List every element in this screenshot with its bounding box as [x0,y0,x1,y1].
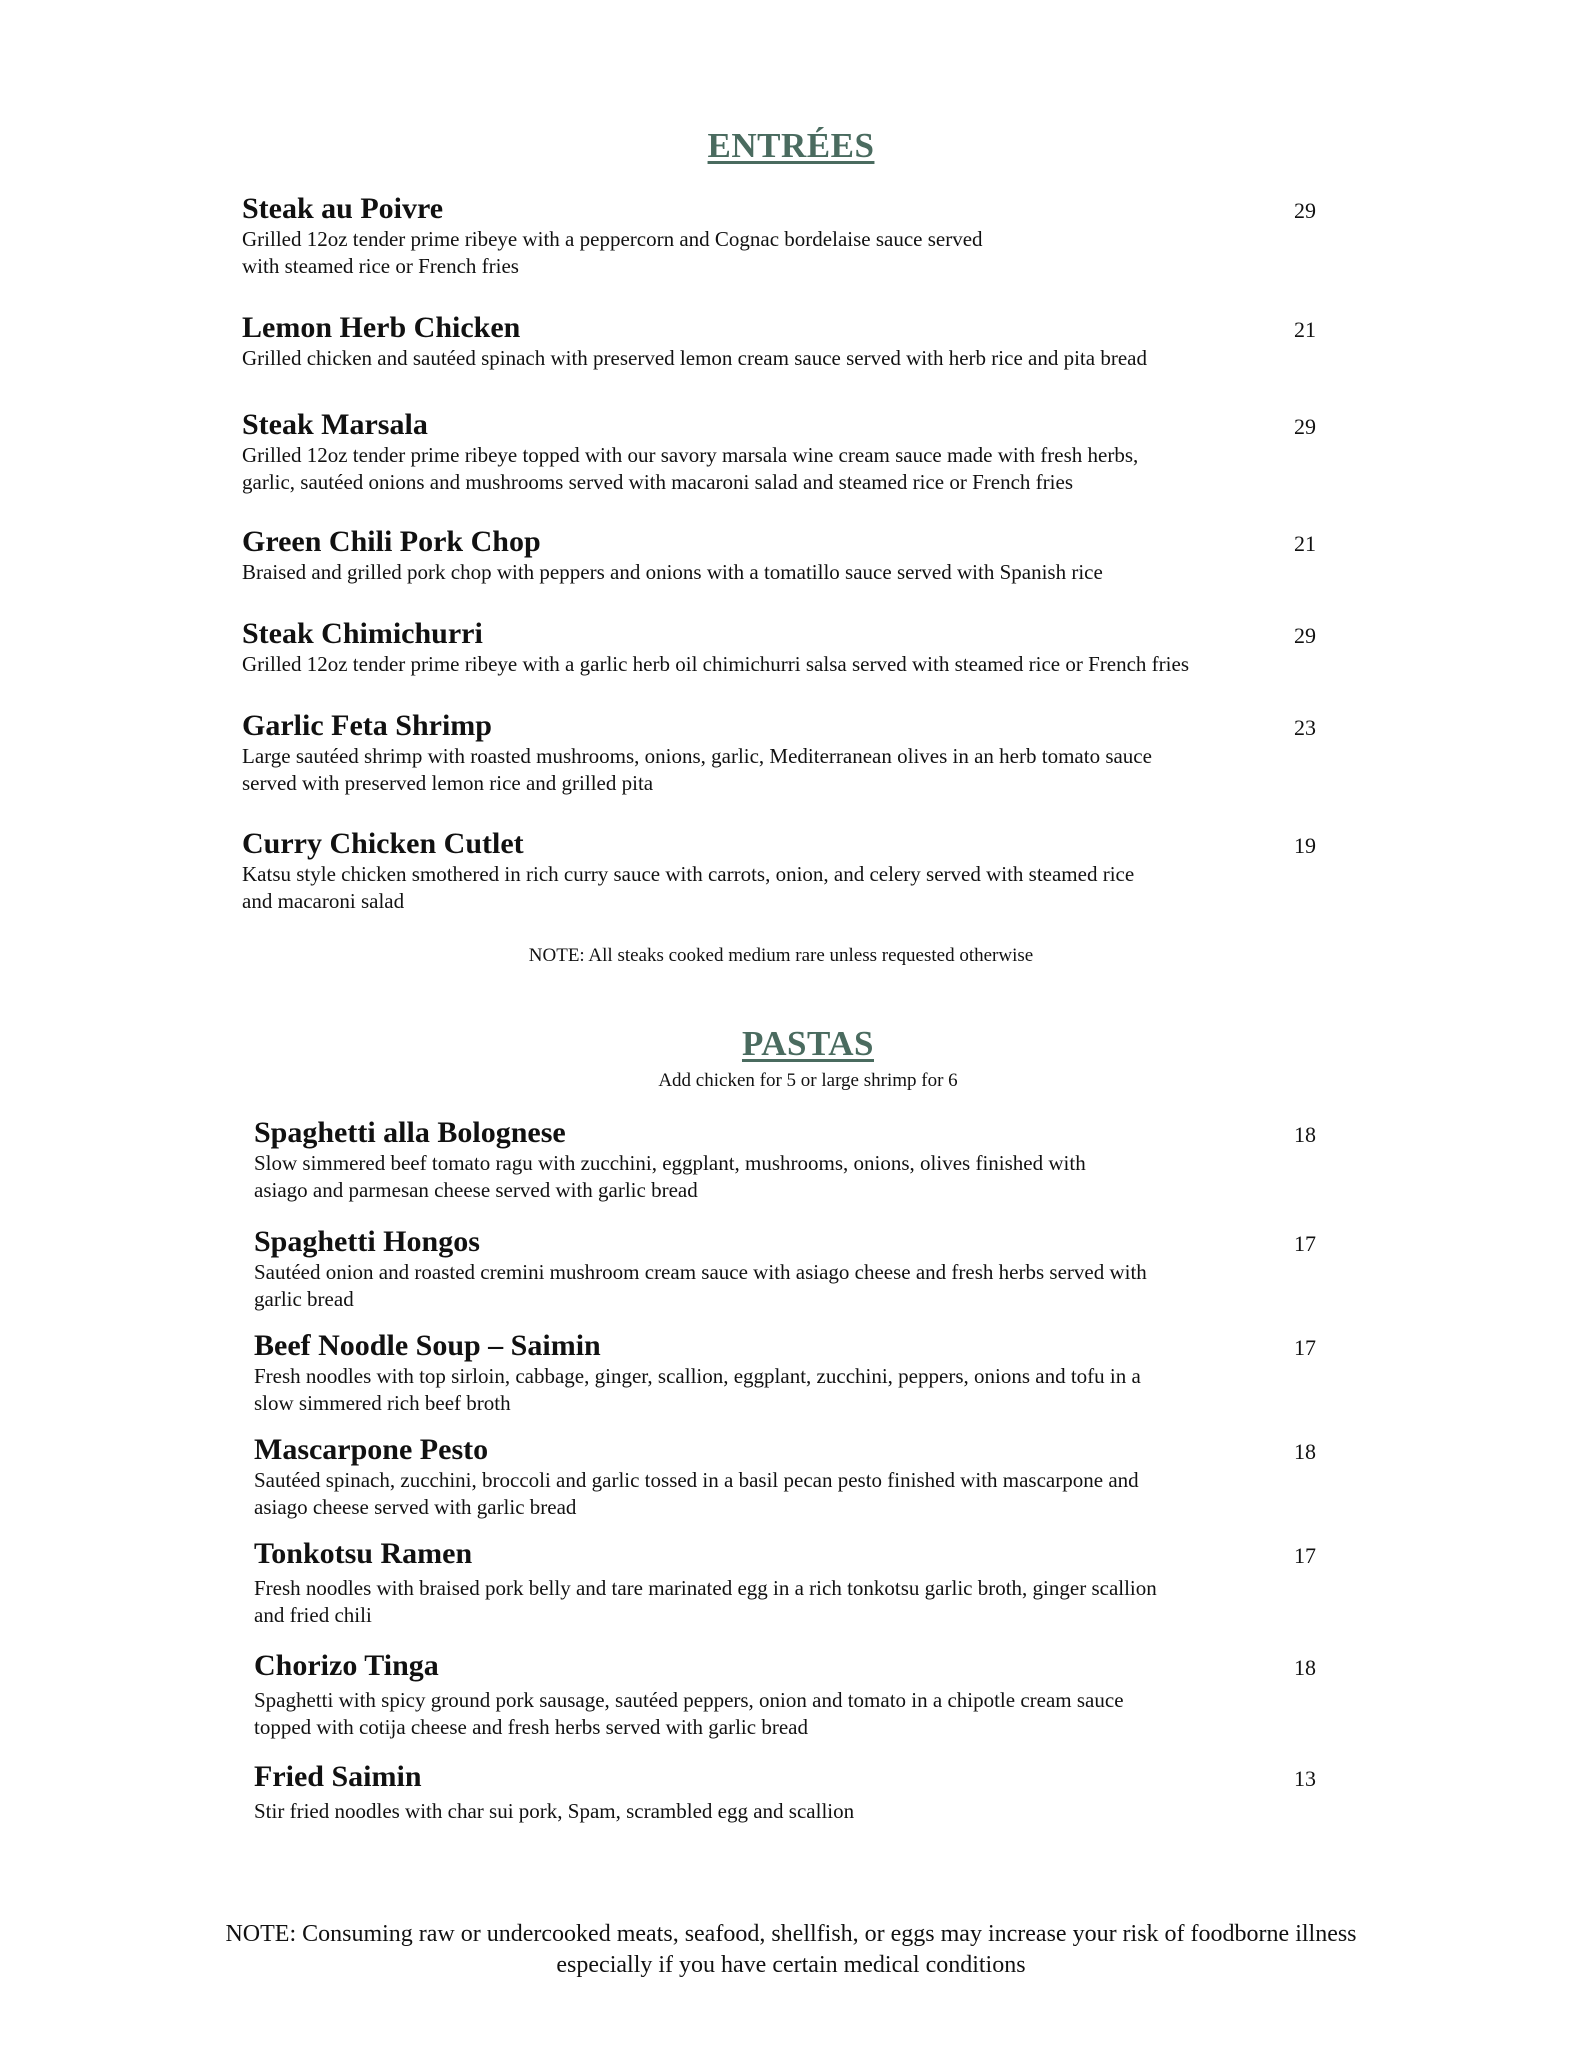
pasta-item [254,1537,1334,1629]
pasta-item [254,1225,1334,1313]
entree-name: Steak Chimichurri [242,617,483,650]
entree-price: 21 [1294,531,1316,556]
entree-name: Curry Chicken Cutlet [242,827,524,860]
pasta-item [254,1116,1334,1204]
pasta-price: 18 [1294,1439,1316,1464]
pasta-desc [254,1687,1334,1741]
pasta-desc [254,1150,1334,1204]
pasta-item [254,1433,1334,1521]
entree-name: Steak au Poivre [242,192,444,225]
pasta-name: Chorizo Tinga [254,1649,439,1682]
desc-line: Sautéed onion and roasted cremini mushroom cream sauce with asiago cheese and fresh herbs served with [254,1260,1147,1284]
pasta-price: 18 [1294,1655,1316,1680]
desc-line: with steamed rice or French fries [242,254,519,278]
desc-line: asiago and parmesan cheese served with garlic bread [254,1178,698,1202]
pasta-name: Beef Noodle Soup – Saimin [254,1329,601,1362]
desc-line: Grilled 12oz tender prime ribeye with a garlic herb oil chimichurri salsa served with steamed rice or French fries [242,652,1189,676]
entree-desc [242,559,1322,586]
entree-price: 29 [1294,623,1316,648]
pasta-desc [254,1363,1334,1417]
footer-line-1: NOTE: Consuming raw or undercooked meats, seafood, shellfish, or eggs may increase your risk of foodborne illness [225,1921,1357,1947]
footer-line-2: especially if you have certain medical conditions [556,1952,1026,1978]
entree-price: 29 [1294,414,1316,439]
entree-item [242,709,1322,797]
entree-name: Steak Marsala [242,408,428,441]
entree-item [242,525,1322,586]
pasta-price: 13 [1294,1766,1316,1791]
desc-line: topped with cotija cheese and fresh herbs served with garlic bread [254,1715,808,1739]
entree-price: 21 [1294,317,1316,342]
pasta-item [254,1329,1334,1417]
entree-desc [242,651,1322,678]
desc-line: and macaroni salad [242,889,405,913]
desc-line: Braised and grilled pork chop with peppers and onions with a tomatillo sauce served with Spanish rice [242,560,1103,584]
desc-line: garlic bread [254,1287,354,1311]
pasta-name: Spaghetti Hongos [254,1225,480,1258]
entree-desc [242,226,1322,280]
desc-line: slow simmered rich beef broth [254,1391,511,1415]
desc-line: Grilled 12oz tender prime ribeye topped with our savory marsala wine cream sauce made with fresh herbs, [242,443,1139,467]
entree-desc [242,861,1322,915]
desc-line: Slow simmered beef tomato ragu with zucchini, eggplant, mushrooms, onions, olives finished with [254,1151,1086,1175]
pasta-item [254,1649,1334,1741]
pasta-name: Fried Saimin [254,1760,422,1793]
pastas-subtitle: Add chicken for 5 or large shrimp for 6 [658,1070,958,1091]
pasta-name: Mascarpone Pesto [254,1433,489,1466]
entree-name: Garlic Feta Shrimp [242,709,492,742]
entree-name: Green Chili Pork Chop [242,525,541,558]
pasta-price: 17 [1294,1335,1316,1360]
entree-item [242,192,1322,280]
desc-line: Grilled chicken and sautéed spinach with preserved lemon cream sauce served with herb rice and pita bread [242,346,1147,370]
desc-line: asiago cheese served with garlic bread [254,1495,577,1519]
entree-price: 19 [1294,833,1316,858]
pasta-desc [254,1575,1334,1629]
entree-desc [242,345,1322,372]
entree-name: Lemon Herb Chicken [242,311,521,344]
pasta-desc [254,1798,1334,1825]
desc-line: Sautéed spinach, zucchini, broccoli and garlic tossed in a basil pecan pesto finished with mascarpone and [254,1468,1139,1492]
desc-line: Fresh noodles with braised pork belly and tare marinated egg in a rich tonkotsu garlic broth, ginger scallion [254,1576,1157,1600]
desc-line: Stir fried noodles with char sui pork, Spam, scrambled egg and scallion [254,1799,855,1823]
pasta-item [254,1760,1334,1825]
steak-note: NOTE: All steaks cooked medium rare unless requested otherwise [528,945,1034,966]
entree-price: 29 [1294,198,1316,223]
desc-line: and fried chili [254,1603,372,1627]
pasta-name: Tonkotsu Ramen [254,1537,473,1570]
entree-desc [242,442,1322,496]
pasta-price: 17 [1294,1231,1316,1256]
entree-item [242,311,1322,372]
desc-line: garlic, sautéed onions and mushrooms served with macaroni salad and steamed rice or French fries [242,470,1073,494]
pasta-name: Spaghetti alla Bolognese [254,1116,566,1149]
entrees-title: ENTRÉES [707,126,875,165]
entree-desc [242,743,1322,797]
pasta-price: 18 [1294,1122,1316,1147]
entree-price: 23 [1294,715,1316,740]
entree-item [242,617,1322,678]
pasta-price: 17 [1294,1543,1316,1568]
desc-line: Grilled 12oz tender prime ribeye with a peppercorn and Cognac bordelaise sauce served [242,227,983,251]
desc-line: Large sautéed shrimp with roasted mushrooms, onions, garlic, Mediterranean olives in an herb tomato sauce [242,744,1152,768]
pasta-desc [254,1259,1334,1313]
desc-line: Katsu style chicken smothered in rich curry sauce with carrots, onion, and celery served with steamed rice [242,862,1135,886]
desc-line: Spaghetti with spicy ground pork sausage, sautéed peppers, onion and tomato in a chipotle cream sauce [254,1688,1124,1712]
entree-item [242,827,1322,915]
footer-note [0,1919,1582,1981]
desc-line: served with preserved lemon rice and grilled pita [242,771,654,795]
desc-line: Fresh noodles with top sirloin, cabbage, ginger, scallion, eggplant, zucchini, peppers, onions and tofu in a [254,1364,1141,1388]
pasta-desc [254,1467,1334,1521]
pastas-title: PASTAS [741,1024,874,1063]
entree-item [242,408,1322,496]
